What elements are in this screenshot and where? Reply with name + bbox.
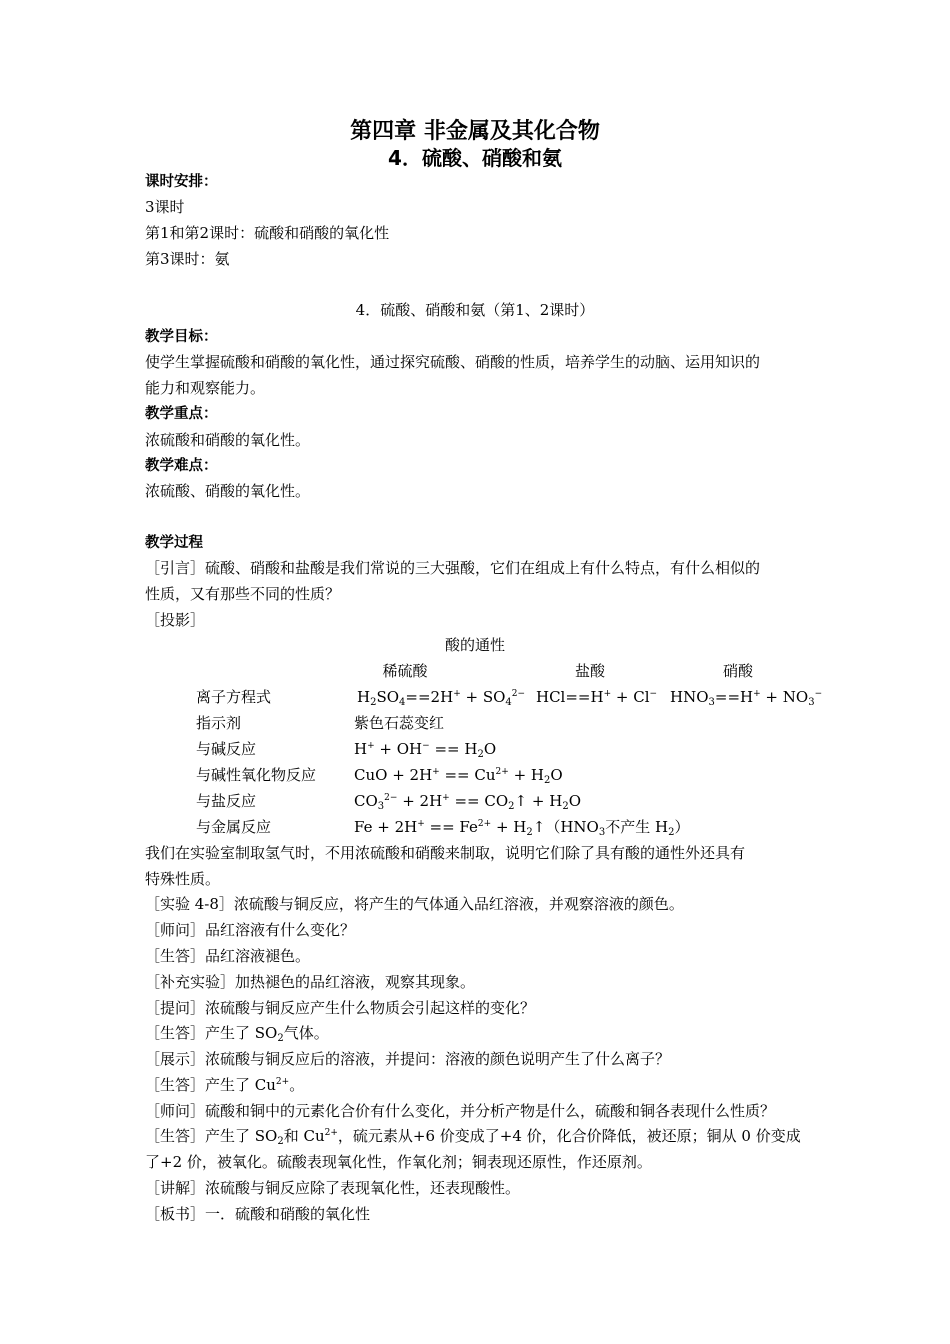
difficulty-text: 浓硫酸、硝酸的氧化性。 bbox=[145, 482, 311, 500]
chapter-title: 第四章 非金属及其化合物 bbox=[350, 119, 600, 144]
intro-line2: 性质，又有那些不同的性质？ bbox=[145, 585, 341, 603]
difficulty-heading: 教学难点： bbox=[145, 458, 218, 474]
keypoints-heading: 教学重点： bbox=[145, 406, 218, 422]
explanation: ［讲解］浓硫酸与铜反应除了表现氧化性，还表现酸性。 bbox=[145, 1179, 521, 1197]
ionic-hcl: HCl==H+ + Cl− bbox=[536, 688, 658, 706]
goals-heading: 教学目标： bbox=[145, 329, 218, 345]
column-header-hcl: 盐酸 bbox=[574, 662, 605, 680]
goals-line1: 使学生掌握硫酸和硝酸的氧化性，通过探究硫酸、硝酸的性质，培养学生的动脑、运用知识的 bbox=[145, 353, 761, 371]
row-label-base: 与碱反应 bbox=[196, 740, 257, 758]
student-answer-4-line1: ［生答］产生了 $SO_2$和 $Cu^{2+}$，硫元素从+6 价变成了+4 价，化合价降低，被还原；铜从 0 价变成 bbox=[145, 1127, 801, 1147]
schedule-heading: 课时安排： bbox=[145, 174, 218, 190]
after-table-line1: 我们在实验室制取氢气时，不用浓硫酸和硝酸来制取，说明它们除了具有酸的通性外还具有 bbox=[145, 844, 746, 862]
intro-line1: ［引言］硫酸、硝酸和盐酸是我们常说的三大强酸，它们在组成上有什么特点，有什么相似的 bbox=[145, 559, 761, 577]
row-label-metal: 与金属反应 bbox=[196, 818, 272, 836]
metal-reaction: $Fe + 2H^+ == Fe^{2+}$ + $H_2↑(HNO_3$不产生 $H_2$） bbox=[354, 818, 690, 838]
indicator-value: 紫色石蕊变红 bbox=[354, 714, 445, 732]
teacher-question-3: ［师问］硫酸和铜中的元素化合价有什么变化，并分析产物是什么，硫酸和铜各表现什么性质？ bbox=[145, 1102, 776, 1120]
teacher-question-1: ［师问］品红溶液有什么变化？ bbox=[145, 921, 356, 939]
experiment-4-8: ［实验 4-8］浓硫酸与铜反应，将产生的气体通入品红溶液，并观察溶液的颜色。 bbox=[145, 895, 684, 913]
blackboard-note: ［板书］一．硫酸和硝酸的氧化性 bbox=[145, 1205, 371, 1223]
projection-label: ［投影］ bbox=[145, 611, 206, 629]
demonstration: ［展示］浓硫酸与铜反应后的溶液，并提问：溶液的颜色说明产生了什么离子？ bbox=[145, 1050, 671, 1068]
teacher-question-2: ［提问］浓硫酸与铜反应产生什么物质会引起这样的变化？ bbox=[145, 999, 536, 1017]
schedule-total: 3课时 bbox=[145, 198, 185, 216]
supplementary-experiment: ［补充实验］加热褪色的品红溶液，观察其现象。 bbox=[145, 973, 476, 991]
student-answer-4-line2: 了+2 价，被氧化。硫酸表现氧化性，作氧化剂；铜表现还原性，作还原剂。 bbox=[145, 1153, 652, 1171]
row-label-indicator: 指示剂 bbox=[196, 714, 242, 732]
table-caption: 酸的通性 bbox=[444, 636, 505, 654]
schedule-lesson12: 第1和第2课时：硫酸和硝酸的氧化性 bbox=[145, 224, 390, 242]
schedule-lesson3: 第3课时：氨 bbox=[145, 250, 230, 268]
base-reaction: $H^+ + OH^- == H_2O$ bbox=[354, 740, 497, 760]
section-title: 4．硫酸、硝酸和氨 bbox=[388, 146, 562, 170]
after-table-line2: 特殊性质。 bbox=[145, 870, 221, 888]
student-answer-2: ［生答］产生了 $SO_2$气体。 bbox=[145, 1024, 329, 1044]
ionic-h2so4: $H_2SO_4==2H^+ + SO_4^{2-}$ bbox=[357, 688, 526, 708]
oxide-reaction: CuO + $2H^+ == Cu^{2+} + H_2O$ bbox=[354, 766, 563, 786]
row-label-ionic: 离子方程式 bbox=[196, 688, 272, 706]
process-heading: 教学过程 bbox=[145, 535, 203, 551]
student-answer-3: ［生答］产生了 $Cu^{2+}$。 bbox=[145, 1076, 305, 1094]
salt-reaction: $CO_3^{2-} + 2H^+$ == $CO_2↑ + H_2O$ bbox=[354, 792, 581, 812]
student-answer-1: ［生答］品红溶液褪色。 bbox=[145, 947, 311, 965]
column-header-hno3: 硝酸 bbox=[722, 662, 753, 680]
ionic-hno3: $HNO_3==H^+ + NO_3^-$ bbox=[670, 688, 823, 708]
goals-line2: 能力和观察能力。 bbox=[145, 379, 266, 397]
column-header-h2so4: 稀硫酸 bbox=[382, 662, 428, 680]
lesson-heading: 4．硫酸、硝酸和氨（第1、2课时） bbox=[355, 301, 595, 319]
row-label-oxide: 与碱性氧化物反应 bbox=[196, 766, 317, 784]
keypoints-text: 浓硫酸和硝酸的氧化性。 bbox=[145, 431, 311, 449]
row-label-salt: 与盐反应 bbox=[196, 792, 257, 810]
